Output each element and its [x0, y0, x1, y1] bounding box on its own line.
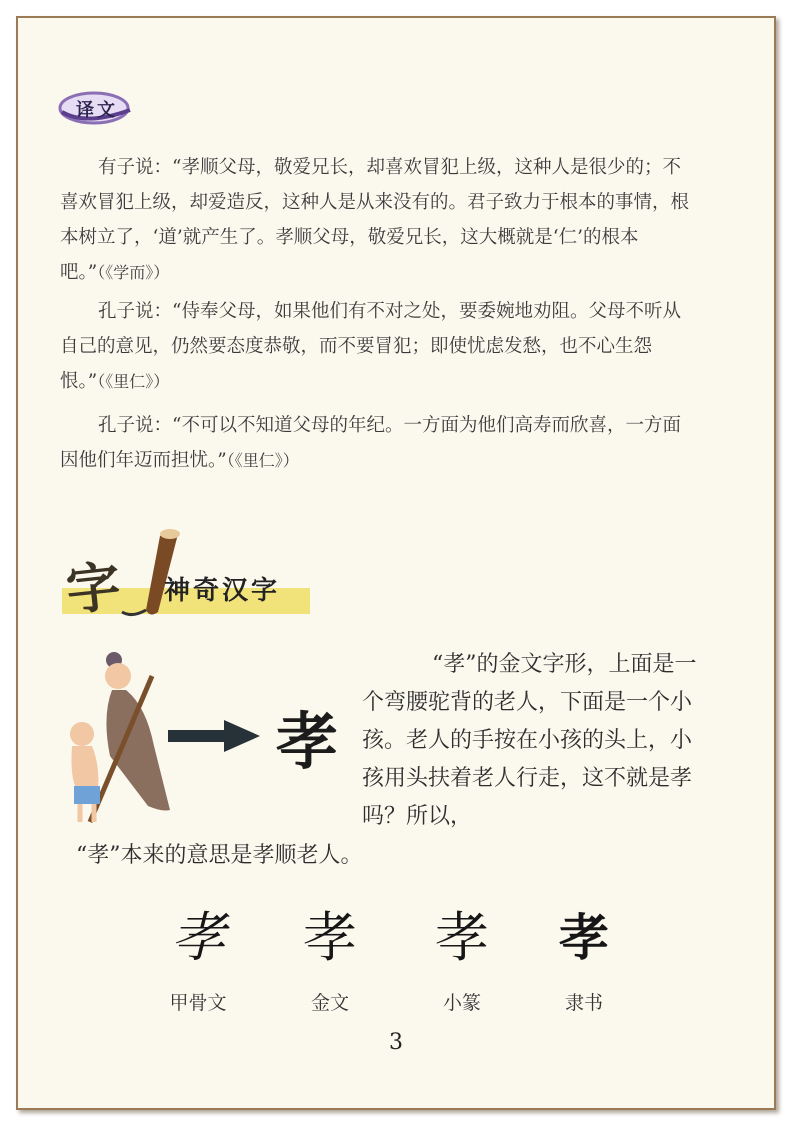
bronze-script-explanation-last: “孝”本来的意思是孝顺老人。	[76, 843, 363, 868]
script-label: 小篆	[442, 992, 481, 1014]
section-big-char: 字	[63, 553, 124, 623]
script-label: 隶书	[564, 992, 603, 1014]
script-glyph: 孝	[171, 906, 225, 969]
script-glyph: 孝	[559, 908, 609, 967]
paragraph-citation: （《里仁》）	[226, 451, 299, 470]
section-title: 神奇汉字	[164, 576, 281, 606]
paragraph-citation: （《学而》）	[97, 263, 170, 282]
page-number: 3	[389, 1030, 403, 1055]
script-label: 甲骨文	[169, 992, 227, 1014]
script-label: 金文	[310, 992, 349, 1014]
script-oracle-bone	[138, 902, 258, 1015]
translation-paragraph-2	[60, 294, 696, 399]
bronze-script-glyph-large: 孝	[276, 705, 339, 778]
paragraph-citation: （《里仁》）	[97, 372, 170, 391]
translation-badge	[56, 90, 134, 126]
script-bronze	[270, 902, 390, 1015]
script-small-seal	[402, 902, 522, 1015]
translation-paragraph-3	[60, 408, 696, 478]
bronze-script-explanation	[362, 646, 702, 836]
paragraph-text: 孔子说：“侍奉父母，如果他们有不对之处，要委婉地劝阻。父母不听从自己的意见，仍然要态度恭敬，而不要冒犯；即使忧虑发愁，也不心生怨恨。”	[60, 301, 681, 392]
script-clerical	[524, 902, 644, 1015]
arrow-right-icon	[168, 720, 260, 752]
paragraph-text: 孔子说：“不可以不知道父母的年纪。一方面为他们高寿而欣喜，一方面因他们年迈而担忧。”	[60, 415, 681, 471]
book-page	[16, 16, 776, 1110]
paragraph-text: 有子说：“孝顺父母，敬爱兄长，却喜欢冒犯上级，这种人是很少的；不喜欢冒犯上级，却爱造反，这种人是从来没有的。君子致力于根本的事情，根本树立了，‘道’就产生了。孝顺父母，敬爱兄长，这大概就是‘仁’的根本吧。”	[60, 157, 690, 283]
badge-label: 译文	[76, 100, 118, 121]
explanation-text: “孝”的金文字形，上面是一个弯腰驼背的老人，下面是一个小孩。老人的手按在小孩的头上，小孩用头扶着老人行走，这不就是孝吗？所以，	[362, 652, 697, 829]
translation-paragraph-1	[60, 150, 696, 290]
script-glyph: 孝	[303, 906, 357, 969]
elder-and-child-illustration	[62, 646, 182, 826]
script-glyph: 孝	[435, 906, 489, 969]
